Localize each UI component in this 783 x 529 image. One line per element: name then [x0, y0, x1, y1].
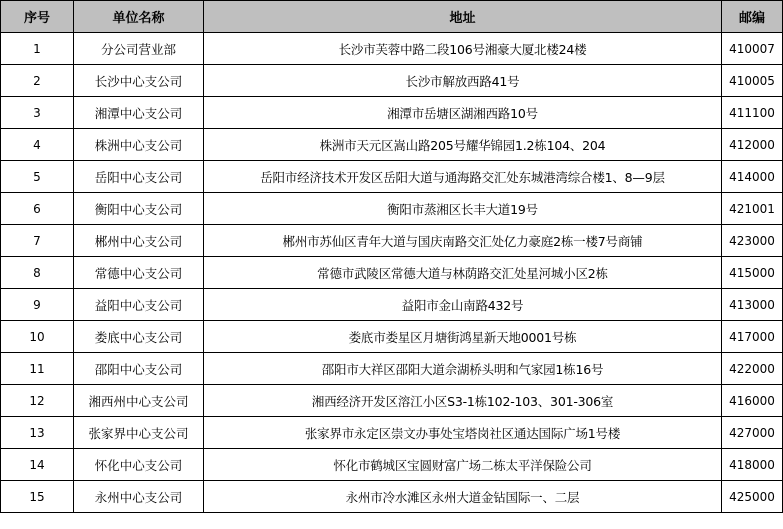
table-row [1, 289, 783, 321]
table-row [1, 161, 783, 193]
cell-zip: 411100 [722, 97, 783, 129]
cell-no: 15 [1, 481, 74, 513]
cell-zip: 414000 [722, 161, 783, 193]
cell-zip: 412000 [722, 129, 783, 161]
cell-name: 益阳中心支公司 [74, 289, 204, 321]
header-address: 地址 [204, 1, 722, 33]
table-row [1, 481, 783, 513]
cell-zip: 421001 [722, 193, 783, 225]
cell-no: 13 [1, 417, 74, 449]
table-row [1, 353, 783, 385]
cell-no: 12 [1, 385, 74, 417]
cell-name: 湘潭中心支公司 [74, 97, 204, 129]
cell-no: 8 [1, 257, 74, 289]
cell-zip: 416000 [722, 385, 783, 417]
cell-address: 郴州市苏仙区青年大道与国庆南路交汇处亿力豪庭2栋一楼7号商铺 [204, 225, 722, 257]
table-row [1, 65, 783, 97]
cell-no: 14 [1, 449, 74, 481]
cell-name: 永州中心支公司 [74, 481, 204, 513]
header-no: 序号 [1, 1, 74, 33]
table-row [1, 257, 783, 289]
cell-name: 邵阳中心支公司 [74, 353, 204, 385]
cell-address: 岳阳市经济技术开发区岳阳大道与通海路交汇处东城港湾综合楼1、8—9层 [204, 161, 722, 193]
cell-zip: 415000 [722, 257, 783, 289]
cell-no: 1 [1, 33, 74, 65]
cell-no: 6 [1, 193, 74, 225]
cell-name: 娄底中心支公司 [74, 321, 204, 353]
cell-name: 常德中心支公司 [74, 257, 204, 289]
cell-no: 3 [1, 97, 74, 129]
cell-zip: 418000 [722, 449, 783, 481]
cell-zip: 427000 [722, 417, 783, 449]
cell-address: 娄底市娄星区月塘街鸿星新天地0001号栋 [204, 321, 722, 353]
cell-zip: 410005 [722, 65, 783, 97]
cell-zip: 417000 [722, 321, 783, 353]
cell-address: 常德市武陵区常德大道与林荫路交汇处星河城小区2栋 [204, 257, 722, 289]
cell-name: 张家界中心支公司 [74, 417, 204, 449]
cell-zip: 423000 [722, 225, 783, 257]
table-header [1, 1, 783, 33]
cell-address: 湘西经济开发区溶江小区S3-1栋102-103、301-306室 [204, 385, 722, 417]
cell-address: 永州市冷水滩区永州大道金钻国际一、二层 [204, 481, 722, 513]
cell-name: 湘西州中心支公司 [74, 385, 204, 417]
cell-name: 长沙中心支公司 [74, 65, 204, 97]
cell-address: 邵阳市大祥区邵阳大道佘湖桥头明和气家园1栋16号 [204, 353, 722, 385]
table-row [1, 97, 783, 129]
table-row [1, 449, 783, 481]
table-row [1, 193, 783, 225]
cell-address: 株洲市天元区嵩山路205号耀华锦园1.2栋104、204 [204, 129, 722, 161]
cell-name: 郴州中心支公司 [74, 225, 204, 257]
cell-no: 5 [1, 161, 74, 193]
cell-zip: 410007 [722, 33, 783, 65]
cell-address: 长沙市芙蓉中路二段106号湘豪大厦北楼24楼 [204, 33, 722, 65]
cell-no: 2 [1, 65, 74, 97]
table-row [1, 225, 783, 257]
cell-no: 11 [1, 353, 74, 385]
table-row [1, 417, 783, 449]
table-body [1, 33, 783, 513]
cell-no: 10 [1, 321, 74, 353]
header-row [1, 1, 783, 33]
cell-no: 7 [1, 225, 74, 257]
table-row [1, 321, 783, 353]
table-row [1, 385, 783, 417]
cell-zip: 413000 [722, 289, 783, 321]
cell-name: 衡阳中心支公司 [74, 193, 204, 225]
cell-address: 湘潭市岳塘区湖湘西路10号 [204, 97, 722, 129]
cell-address: 怀化市鹤城区宝圆财富广场二栋太平洋保险公司 [204, 449, 722, 481]
cell-name: 怀化中心支公司 [74, 449, 204, 481]
cell-address: 张家界市永定区崇文办事处宝塔岗社区通达国际广场1号楼 [204, 417, 722, 449]
cell-name: 分公司营业部 [74, 33, 204, 65]
cell-zip: 422000 [722, 353, 783, 385]
cell-name: 株洲中心支公司 [74, 129, 204, 161]
table-row [1, 33, 783, 65]
cell-zip: 425000 [722, 481, 783, 513]
cell-no: 4 [1, 129, 74, 161]
cell-address: 益阳市金山南路432号 [204, 289, 722, 321]
cell-no: 9 [1, 289, 74, 321]
cell-name: 岳阳中心支公司 [74, 161, 204, 193]
table-row [1, 129, 783, 161]
cell-address: 长沙市解放西路41号 [204, 65, 722, 97]
cell-address: 衡阳市蒸湘区长丰大道19号 [204, 193, 722, 225]
header-zip: 邮编 [722, 1, 783, 33]
header-name: 单位名称 [74, 1, 204, 33]
